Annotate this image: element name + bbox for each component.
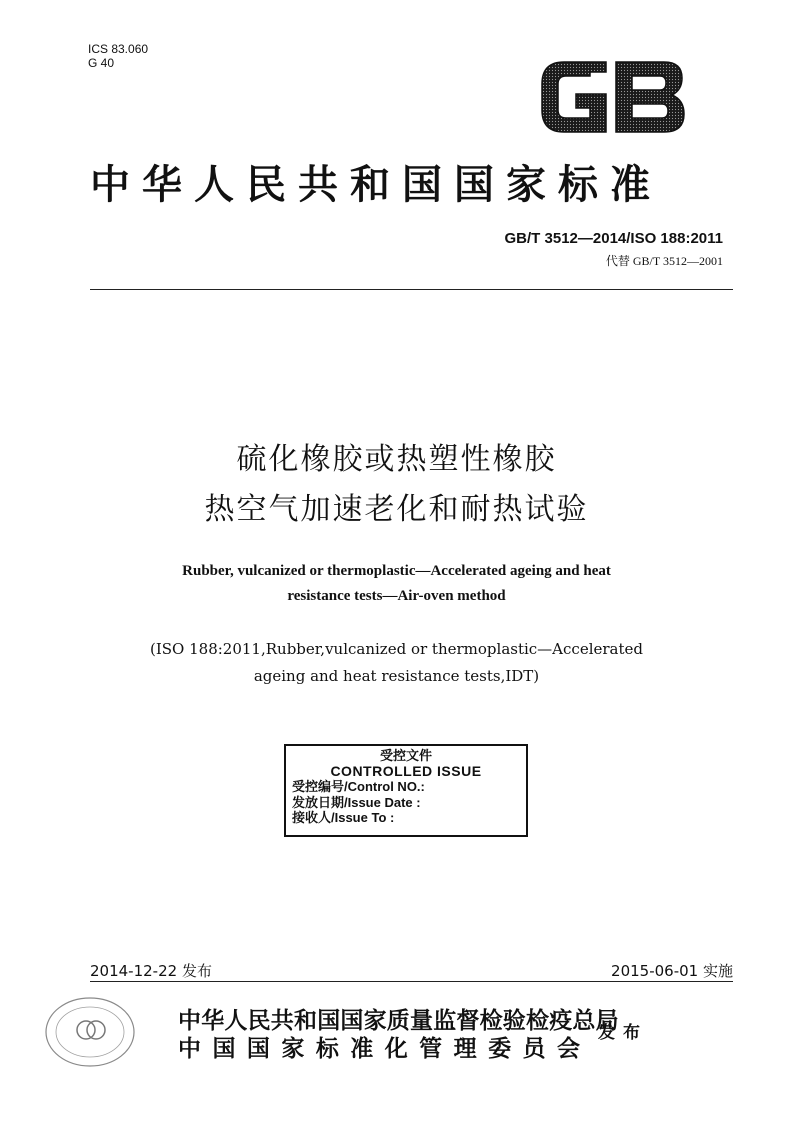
- iso-reference-line1: (ISO 188:2011,Rubber,vulcanized or thermoplastic—Accelerated: [150, 640, 643, 658]
- stamp-issue-to: 接收人/Issue To :: [292, 810, 395, 825]
- iso-reference-line2: ageing and heat resistance tests,IDT): [253, 667, 540, 685]
- standard-category-title: 中华人民共和国国家标准: [90, 162, 662, 208]
- publish-label: 发布: [598, 1023, 648, 1043]
- stamp-title-en: CONTROLLED ISSUE: [330, 762, 482, 779]
- ics-line: ICS 83.060: [88, 42, 149, 56]
- header-divider: [90, 289, 733, 290]
- stamp-issue-date: 发放日期/Issue Date :: [292, 794, 421, 810]
- issuer-sac: 中国国家标准化管理委员会: [178, 1036, 580, 1062]
- issuer-aqsiq: 中华人民共和国国家质量监督检验检疫总局: [178, 1008, 619, 1034]
- cn-title-line1: 硫化橡胶或热塑性橡胶: [236, 442, 557, 477]
- stamp-title-cn: 受控文件: [379, 748, 432, 763]
- controlled-issue-stamp: [284, 744, 528, 837]
- standard-number: GB/T 3512—2014/ISO 188:2011: [504, 230, 723, 247]
- stamp-control-no: 受控编号/Control NO.:: [292, 779, 425, 794]
- certification-stamp: [40, 992, 140, 1072]
- classification-line: G 40: [88, 56, 115, 70]
- ics-code: [88, 42, 148, 70]
- implement-date: 2015-06-01 实施: [611, 962, 733, 980]
- publish-date: 2014-12-22 发布: [90, 962, 212, 980]
- cn-title-line2: 热空气加速老化和耐热试验: [204, 492, 589, 527]
- gb-logo: [536, 54, 688, 138]
- en-title-line2: resistance tests—Air-oven method: [287, 588, 506, 604]
- replaces-note: 代替 GB/T 3512—2001: [605, 254, 723, 268]
- en-title-line1: Rubber, vulcanized or thermoplastic—Accelerated ageing and heat: [182, 563, 611, 579]
- footer-divider: [90, 981, 733, 982]
